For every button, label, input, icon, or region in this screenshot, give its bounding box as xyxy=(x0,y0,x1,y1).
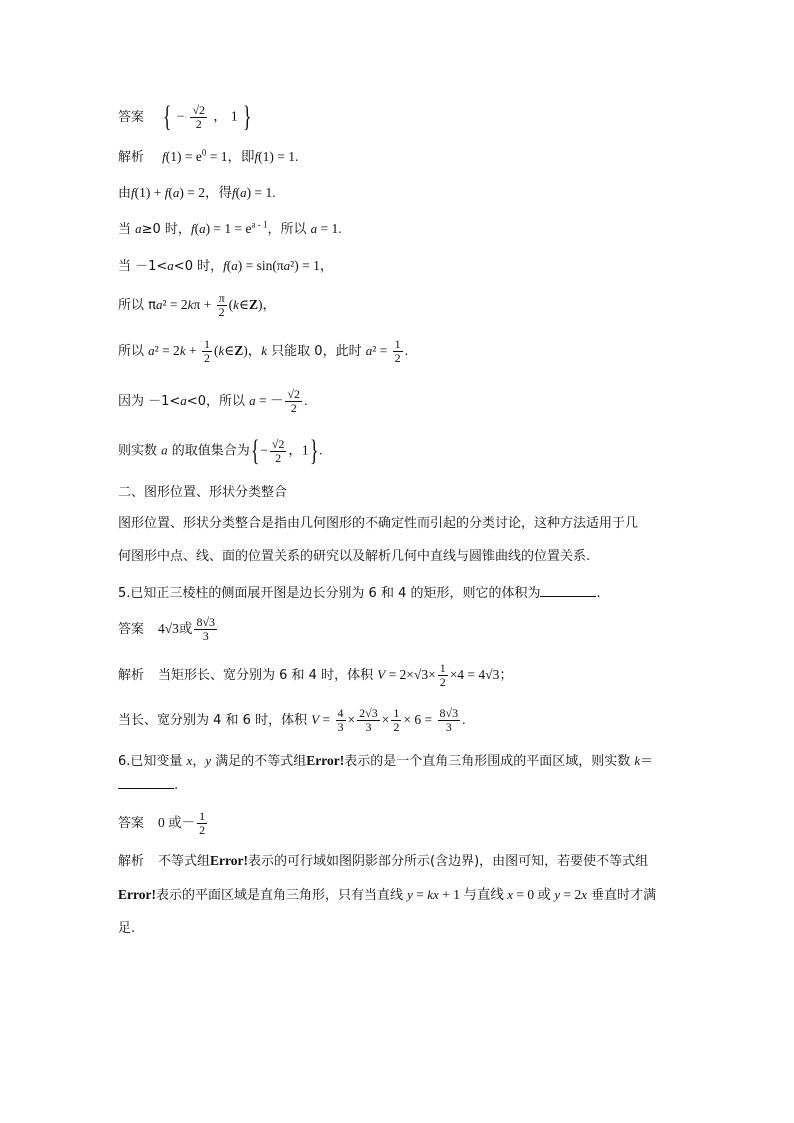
math-var: a xyxy=(148,343,155,358)
left-brace: { xyxy=(163,100,172,133)
fraction-numerator: 1 xyxy=(439,661,446,675)
math-text: . xyxy=(319,442,323,458)
answer-blank xyxy=(118,776,174,789)
math-text: ² = 2 xyxy=(162,297,188,312)
fraction-denominator: 3 xyxy=(337,720,344,734)
math-text: ) = sin(π xyxy=(237,258,284,273)
analysis-label: 解析 xyxy=(118,668,145,683)
fraction-denominator: 2 xyxy=(290,401,297,415)
math-text: ) = 1. xyxy=(246,185,276,200)
minus-sign: − xyxy=(260,442,268,458)
text: 当 xyxy=(118,222,136,237)
math-var: f xyxy=(254,149,259,164)
math-text: = 2×√3× xyxy=(385,667,436,682)
right-brace: } xyxy=(309,434,319,467)
math-var: a xyxy=(135,221,142,236)
fraction-denominator: 3 xyxy=(202,629,209,643)
math-var: k xyxy=(179,343,186,358)
exponent: a - 1 xyxy=(251,219,268,230)
math-text: = xyxy=(319,712,334,727)
text: <0，所以 xyxy=(186,394,250,409)
math-text: ( xyxy=(235,185,241,200)
fraction-denominator: 2 xyxy=(195,116,202,131)
math-text: (1) = 1. xyxy=(258,149,299,164)
math-var: f xyxy=(162,149,166,164)
math-var: a xyxy=(167,258,174,273)
math-var: a xyxy=(199,221,206,236)
analysis-line-6 xyxy=(118,338,408,365)
math-text: )， xyxy=(257,297,276,312)
error-text: Error! xyxy=(306,753,345,768)
text: 6.已知变量 xyxy=(118,754,187,769)
fraction xyxy=(194,616,217,643)
math-text: = 0 或 xyxy=(512,887,555,902)
math-var: k xyxy=(634,753,641,768)
set-value: 1 xyxy=(301,442,309,458)
math-var: x xyxy=(581,887,588,902)
math-text: ² = xyxy=(372,343,391,358)
fraction-numerator: 1 xyxy=(394,337,401,351)
text: . xyxy=(174,778,179,793)
math-text: ∈ xyxy=(224,343,235,358)
math-text: ( xyxy=(168,185,173,200)
text: 当 －1< xyxy=(118,259,168,274)
analysis-line-5b xyxy=(118,707,465,734)
exponent: 0 xyxy=(201,147,207,158)
fraction xyxy=(197,810,207,837)
text: 所以 xyxy=(118,344,149,359)
text: 则实数 xyxy=(118,443,162,459)
analysis-line-6a xyxy=(118,852,648,871)
math-text: ∈ xyxy=(238,297,249,312)
math-text: = － xyxy=(255,393,284,408)
math-var: V xyxy=(377,667,386,682)
set-value: 1 xyxy=(230,108,238,124)
math-var: k xyxy=(218,343,225,358)
comma: ， xyxy=(288,442,302,458)
math-text: = xyxy=(412,887,428,902)
analysis-line-6b xyxy=(118,886,656,905)
comma: ， xyxy=(192,754,206,769)
text: 所以 π xyxy=(118,298,156,313)
fraction xyxy=(202,338,212,365)
section-heading: 二、图形位置、形状分类整合 xyxy=(118,485,288,500)
math-text: ( xyxy=(213,343,219,358)
text: 表示的是一个直角三角形围成的平面区域，则实数 xyxy=(344,754,635,769)
question-6-blank-line xyxy=(118,776,178,795)
math-text: . xyxy=(462,712,466,727)
answer-line-6 xyxy=(118,810,209,837)
left-brace: { xyxy=(250,434,260,467)
math-var: f xyxy=(223,258,227,273)
math-var: k xyxy=(261,343,268,358)
answer-line-1 xyxy=(118,102,252,132)
math-var: a xyxy=(310,221,318,236)
analysis-line-3 xyxy=(118,220,342,239)
answer-blank xyxy=(540,584,596,597)
fraction xyxy=(393,338,403,365)
math-text: + 1 与直线 xyxy=(438,887,508,902)
text: 满足的不等式组 xyxy=(211,754,307,769)
math-text: (1) + xyxy=(134,185,165,200)
text: 表示的平面区域是直角三角形，只有当直线 xyxy=(155,888,408,903)
fraction xyxy=(270,438,287,465)
math-text: = 1，即 xyxy=(206,149,255,164)
text: . xyxy=(596,586,601,601)
answer-label: 答案 xyxy=(118,622,145,637)
fraction xyxy=(217,292,227,319)
math-text: ( xyxy=(226,258,232,273)
fraction xyxy=(285,388,302,415)
math-text: × 6 = xyxy=(403,712,436,727)
fraction-denominator: 2 xyxy=(203,351,210,365)
math-var: x xyxy=(186,753,193,768)
text: <0 时， xyxy=(173,259,224,274)
math-var: y xyxy=(554,887,561,902)
analysis-line-7 xyxy=(118,388,307,415)
error-text: Error! xyxy=(118,887,156,902)
math-text: ( xyxy=(194,221,200,236)
math-var: k xyxy=(233,297,239,312)
fraction-numerator: 2√3 xyxy=(359,706,378,720)
math-text: ² = 2 xyxy=(154,343,180,358)
fraction-numerator: √2 xyxy=(271,436,285,451)
analysis-label: 解析 xyxy=(118,854,145,869)
math-text: + xyxy=(185,343,200,358)
math-text: . xyxy=(304,393,308,408)
math-text: × xyxy=(381,712,390,727)
fraction-numerator: 1 xyxy=(393,706,400,720)
text: 当长、宽分别为 4 和 6 时，体积 xyxy=(118,713,312,728)
math-var: a xyxy=(180,393,187,408)
math-var: k xyxy=(187,297,194,312)
paragraph-line: 何图形中点、线、面的位置关系的研究以及解析几何中直线与圆锥曲线的位置关系. xyxy=(118,549,591,564)
answer-line-5 xyxy=(118,616,219,643)
fraction-denominator: 3 xyxy=(365,720,372,734)
text: ，所以 xyxy=(267,222,311,237)
math-text: π + xyxy=(193,297,215,312)
analysis-line-5a xyxy=(118,662,513,689)
text: ＝ xyxy=(640,754,654,769)
math-var: V xyxy=(311,712,320,727)
analysis-line-1 xyxy=(118,148,298,167)
question-5 xyxy=(118,584,601,603)
right-brace: } xyxy=(242,100,252,133)
text: 的取值集合为 xyxy=(167,443,250,459)
math-text: ×4 = 4√3； xyxy=(449,667,513,682)
math-var: f xyxy=(231,185,236,200)
analysis-line-8 xyxy=(118,436,322,466)
math-var: f xyxy=(190,221,195,236)
math-text: (1) = e xyxy=(165,149,202,164)
text: 垂直时才满 xyxy=(587,888,657,903)
fraction xyxy=(438,707,461,734)
math-var: x xyxy=(507,887,513,902)
math-var: a xyxy=(283,258,291,273)
text: 不等式组 xyxy=(158,854,211,869)
error-text: Error! xyxy=(210,853,249,868)
fraction xyxy=(357,707,380,734)
fraction-denominator: 2 xyxy=(218,305,225,319)
fraction-numerator: 8√3 xyxy=(196,615,216,629)
math-var: a xyxy=(249,393,256,408)
math-var: a xyxy=(240,185,247,200)
analysis-line-5 xyxy=(118,292,276,319)
text: 当矩形长、宽分别为 6 和 4 时，体积 xyxy=(158,668,378,683)
text: 表示的可行域如图阴影部分所示(含边界)，由图可知，若要使不等式组 xyxy=(248,854,649,869)
answer-label: 答案 xyxy=(118,109,145,125)
text: 因为 －1< xyxy=(118,394,181,409)
fraction-numerator: 1 xyxy=(199,809,206,823)
fraction-denominator: 3 xyxy=(445,720,452,734)
comma: ， xyxy=(213,108,227,124)
math-text: )， xyxy=(243,343,262,358)
math-text: ( xyxy=(228,297,234,312)
fraction-numerator: √2 xyxy=(192,102,206,117)
math-var: a xyxy=(161,442,168,458)
math-text: = 1. xyxy=(317,221,342,236)
math-text: √3或 xyxy=(164,621,193,636)
math-var: a xyxy=(231,258,238,273)
analysis-line-6c: 足. xyxy=(118,921,136,936)
integer-set-symbol: Z xyxy=(234,343,244,358)
fraction-numerator: 1 xyxy=(203,337,210,351)
paragraph-line: 图形位置、形状分类整合是指由几何图形的不确定性而引起的分类讨论，这种方法适用于几 xyxy=(118,516,639,531)
fraction xyxy=(190,104,207,131)
answer-label: 答案 xyxy=(118,816,145,831)
analysis-line-4 xyxy=(118,257,333,276)
analysis-line-2 xyxy=(118,184,276,203)
math-var: f xyxy=(131,185,135,200)
math-var: y xyxy=(205,753,212,768)
fraction-denominator: 2 xyxy=(199,823,206,837)
fraction-denominator: 2 xyxy=(394,351,401,365)
math-text: 4 xyxy=(158,621,165,636)
math-text: ) = 1 = e xyxy=(205,221,252,236)
minus-sign: − xyxy=(176,108,185,124)
math-text: ) = 2，得 xyxy=(179,185,232,200)
analysis-label: 解析 xyxy=(118,150,145,165)
fraction xyxy=(336,707,346,734)
fraction-numerator: 8√3 xyxy=(439,706,459,720)
math-text: 0 或－ xyxy=(158,815,196,830)
math-text: × xyxy=(347,712,356,727)
math-var: a xyxy=(155,297,163,312)
math-var: kx xyxy=(427,887,439,902)
fraction-denominator: 2 xyxy=(275,450,282,465)
math-var: a xyxy=(365,343,373,358)
fraction-denominator: 2 xyxy=(393,720,400,734)
fraction xyxy=(438,662,448,689)
fraction-numerator: √2 xyxy=(287,387,301,401)
fraction-numerator: 4 xyxy=(337,706,344,720)
question-6 xyxy=(118,752,653,771)
math-text: = 2 xyxy=(560,887,582,902)
math-var: a xyxy=(172,185,180,200)
integer-set-symbol: Z xyxy=(248,297,258,312)
math-text: . xyxy=(404,343,409,358)
text: ≥0 时， xyxy=(141,222,191,237)
fraction-denominator: 2 xyxy=(439,675,446,689)
fraction-numerator: π xyxy=(218,291,225,305)
text: 由 xyxy=(118,186,132,201)
question-text: 5.已知正三棱柱的侧面展开图是边长分别为 6 和 4 的矩形，则它的体积为 xyxy=(118,586,541,601)
math-var: f xyxy=(164,185,169,200)
fraction xyxy=(391,707,401,734)
math-text: ²) = 1， xyxy=(290,258,334,273)
math-var: y xyxy=(407,887,413,902)
text: 只能取 0，此时 xyxy=(267,344,366,359)
